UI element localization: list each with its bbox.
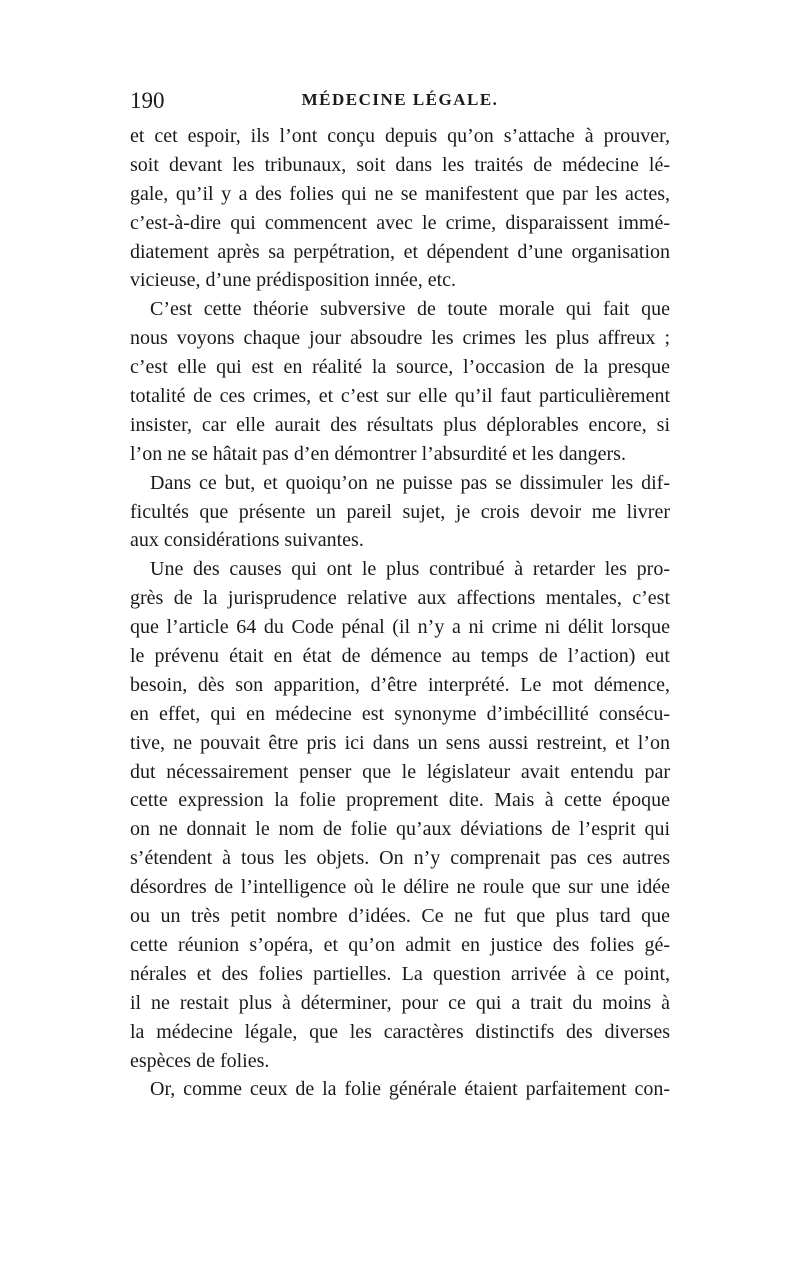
text-line: espèces de folies. <box>130 1049 270 1072</box>
text-line: l’on ne se hâtait pas d’en démontrer l’absurdité et les dangers. <box>130 442 626 465</box>
text-line: ficultés que présente un pareil sujet, je crois devoir me livrer <box>130 500 670 523</box>
text-line: la médecine légale, que les caractères distinctifs des diverses <box>130 1020 670 1043</box>
text-line: nous voyons chaque jour absoudre les crimes les plus affreux ; <box>130 327 670 350</box>
text-line: il ne restait plus à déterminer, pour ce qui a trait du moins à <box>130 991 670 1014</box>
text-line: c’est elle qui est en réalité la source, l’occasion de la presque <box>130 356 670 379</box>
book-page <box>130 88 670 1104</box>
text-line: désordres de l’intelligence où le délire ne roule que sur une idée <box>130 876 670 899</box>
text-line: cette expression la folie proprement dite. Mais à cette époque <box>130 789 670 812</box>
text-line: gale, qu’il y a des folies qui ne se manifestent que par les actes, <box>130 182 670 205</box>
text-line: et cet espoir, ils l’ont conçu depuis qu’on s’attache à prouver, <box>130 125 670 147</box>
text-line: c’est-à-dire qui commencent avec le crime, disparaissent immé- <box>130 211 670 234</box>
text-line: le prévenu était en état de démence au temps de l’action) eut <box>130 645 670 668</box>
text-line: diatement après sa perpétration, et dépendent d’une organisation <box>130 240 670 263</box>
text-line: grès de la jurisprudence relative aux affections mentales, c’est <box>130 587 670 610</box>
text-line: insister, car elle aurait des résultats plus déplorables encore, si <box>130 413 670 436</box>
text-line: Or, comme ceux de la folie générale étaient parfaitement con- <box>150 1078 670 1101</box>
text-line: ou un très petit nombre d’idées. Ce ne fut que plus tard que <box>130 905 670 928</box>
text-line: nérales et des folies partielles. La question arrivée à ce point, <box>130 962 670 985</box>
text-line: dut nécessairement penser que le législateur avait entendu par <box>130 760 670 783</box>
text-line: besoin, dès son apparition, d’être interprété. Le mot démence, <box>130 673 670 696</box>
text-line: on ne donnait le nom de folie qu’aux déviations de l’esprit qui <box>130 818 670 841</box>
text-line: totalité de ces crimes, et c’est sur elle qu’il faut particulièrement <box>130 385 670 408</box>
running-head <box>130 88 670 122</box>
text-line: Une des causes qui ont le plus contribué à retarder les pro- <box>150 558 670 581</box>
text-line: en effet, qui en médecine est synonyme d’imbécillité consécu- <box>130 702 670 725</box>
text-line: soit devant les tribunaux, soit dans les traités de médecine lé- <box>130 153 670 176</box>
body-text <box>130 122 670 1104</box>
text-line: que l’article 64 du Code pénal (il n’y a ni crime ni délit lorsque <box>130 616 670 639</box>
text-line: vicieuse, d’une prédisposition innée, etc. <box>130 269 457 292</box>
text-line: cette réunion s’opéra, et qu’on admit en justice des folies gé- <box>130 933 670 956</box>
text-line: tive, ne pouvait être pris ici dans un sens aussi restreint, et l’on <box>130 731 670 754</box>
text-line: C’est cette théorie subversive de toute morale qui fait que <box>150 298 670 321</box>
text-line: s’étendent à tous les objets. On n’y comprenait pas ces autres <box>130 847 670 870</box>
page-number: 190 <box>130 88 165 113</box>
text-line: Dans ce but, et quoiqu’on ne puisse pas se dissimuler les dif- <box>150 471 670 494</box>
header-title: MÉDECINE LÉGALE. <box>301 90 499 109</box>
text-line: aux considérations suivantes. <box>130 529 364 552</box>
